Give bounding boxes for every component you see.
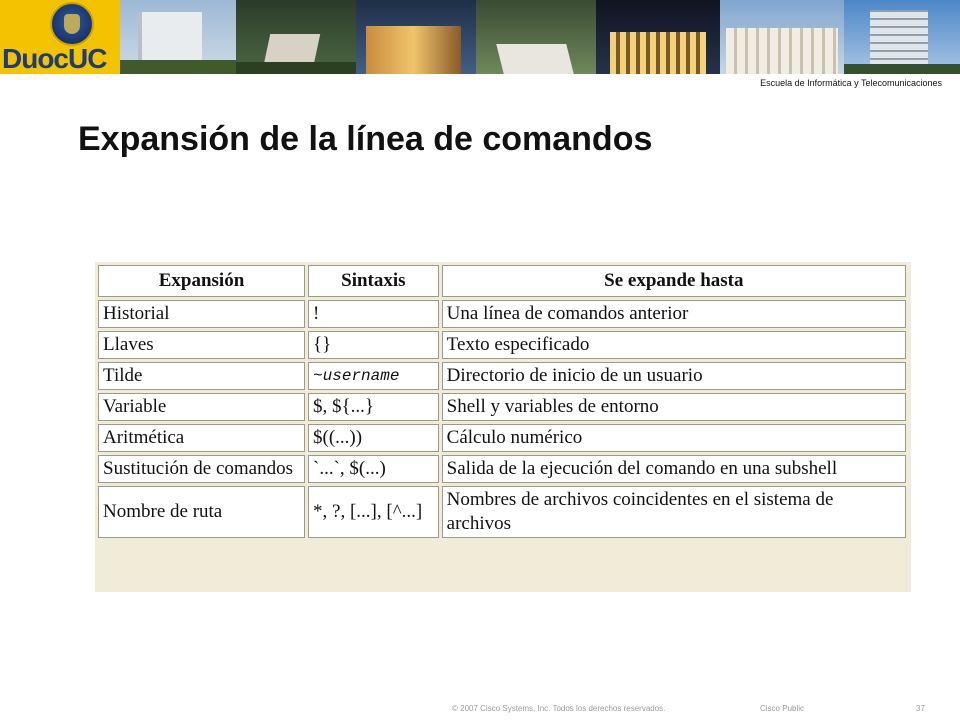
header-banner bbox=[0, 0, 960, 74]
expansion-cell: Llaves bbox=[98, 331, 305, 359]
page-number: 37 bbox=[916, 704, 925, 713]
campus-photo-3 bbox=[356, 0, 476, 74]
syntax-cell: $, ${...} bbox=[308, 393, 439, 421]
slide-title: Expansión de la línea de comandos bbox=[78, 120, 653, 158]
logo-text: DuocUC bbox=[2, 43, 107, 74]
syntax-cell: ! bbox=[308, 300, 439, 328]
campus-photo-7 bbox=[844, 0, 960, 74]
result-cell: Una línea de comandos anterior bbox=[442, 300, 906, 328]
column-header-expansion: Expansión bbox=[98, 265, 305, 297]
table-row bbox=[98, 393, 906, 421]
university-seal-icon bbox=[50, 2, 94, 46]
expansion-cell: Variable bbox=[98, 393, 305, 421]
expansion-table bbox=[95, 262, 911, 592]
campus-photo-1 bbox=[120, 0, 236, 74]
expansion-cell: Sustitución de comandos bbox=[98, 455, 305, 483]
table-row bbox=[98, 424, 906, 452]
campus-photo-4 bbox=[476, 0, 596, 74]
syntax-cell: $((...)) bbox=[308, 424, 439, 452]
result-cell: Nombres de archivos coincidentes en el sistema de archivos bbox=[442, 486, 906, 538]
column-header-result: Se expande hasta bbox=[442, 265, 906, 297]
result-cell: Salida de la ejecución del comando en una subshell bbox=[442, 455, 906, 483]
expansion-cell: Historial bbox=[98, 300, 305, 328]
table-row bbox=[98, 362, 906, 390]
result-cell: Directorio de inicio de un usuario bbox=[442, 362, 906, 390]
footer-classification: Cisco Public bbox=[760, 704, 805, 713]
table-row bbox=[98, 300, 906, 328]
footer-copyright: © 2007 Cisco Systems, Inc. Todos los derechos reservados. bbox=[452, 704, 666, 713]
school-name: Escuela de Informática y Telecomunicaciones bbox=[760, 78, 942, 88]
result-cell: Shell y variables de entorno bbox=[442, 393, 906, 421]
table-row bbox=[98, 331, 906, 359]
table-row bbox=[98, 455, 906, 483]
table-row bbox=[98, 486, 906, 538]
table-header-row bbox=[98, 265, 906, 297]
duoc-logo bbox=[0, 0, 120, 74]
syntax-cell: *, ?, [...], [^...] bbox=[308, 486, 439, 538]
expansion-cell: Aritmética bbox=[98, 424, 305, 452]
campus-photo-2 bbox=[236, 0, 356, 74]
campus-photo-5 bbox=[596, 0, 720, 74]
syntax-cell: `...`, $(...) bbox=[308, 455, 439, 483]
result-cell: Texto especificado bbox=[442, 331, 906, 359]
expansion-cell: Tilde bbox=[98, 362, 305, 390]
column-header-syntax: Sintaxis bbox=[308, 265, 439, 297]
syntax-cell: ~username bbox=[308, 362, 439, 390]
syntax-cell: {} bbox=[308, 331, 439, 359]
campus-photo-6 bbox=[720, 0, 844, 74]
expansion-cell: Nombre de ruta bbox=[98, 486, 305, 538]
result-cell: Cálculo numérico bbox=[442, 424, 906, 452]
